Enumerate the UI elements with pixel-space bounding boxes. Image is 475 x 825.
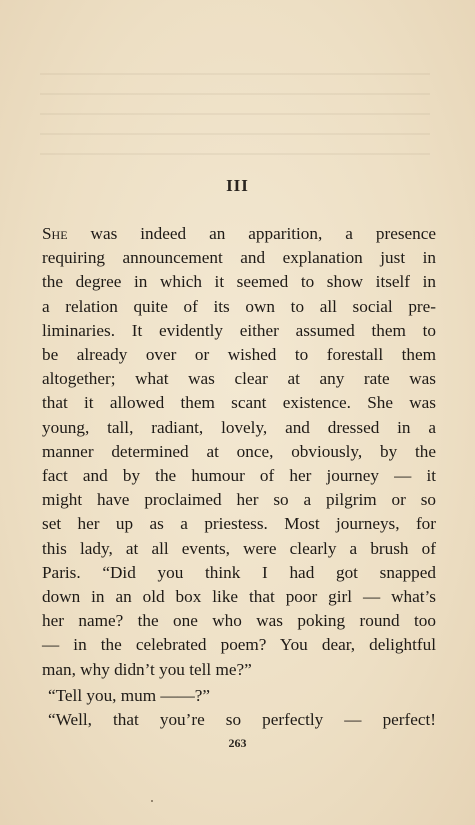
text-line: She was indeed an apparition, a presence <box>42 224 436 243</box>
show-through-text <box>40 55 430 155</box>
text-line: her name? the one who was poking round too <box>42 611 436 631</box>
text-line: down in an old box like that poor girl — what’s <box>42 587 436 607</box>
paragraph-1 <box>42 222 436 682</box>
text-line: set her up as a priestess. Most journeys, for <box>42 514 436 534</box>
paragraph-3 <box>42 708 436 732</box>
paper-speck <box>151 800 153 802</box>
text-line: — in the celebrated poem? You dear, delightful <box>42 635 436 655</box>
text-line: “Well, that you’re so perfectly — perfect! <box>48 710 436 729</box>
text-line: be already over or wished to forestall them <box>42 345 436 365</box>
chapter-heading: III <box>226 176 249 195</box>
paragraph-2 <box>42 684 436 708</box>
text-line: Paris. “Did you think I had got snapped <box>42 562 436 582</box>
text-line: fact and by the humour of her journey — it <box>42 466 436 486</box>
text-line: man, why didn’t you tell me?” <box>42 659 252 679</box>
text-line: this lady, at all events, were clearly a brush of <box>42 538 436 558</box>
text-line: young, tall, radiant, lovely, and dressed in a <box>42 417 436 437</box>
page-number: 263 <box>228 736 247 750</box>
dropcap-word: She <box>42 224 68 243</box>
text-line: a relation quite of its own to all social pre- <box>42 296 436 316</box>
text-line: that it allowed them scant existence. She was <box>42 393 436 413</box>
text-line: might have proclaimed her so a pilgrim or so <box>42 490 436 510</box>
text-line: manner determined at once, obviously, by the <box>42 441 436 461</box>
text-line: “Tell you, mum ——?” <box>48 686 211 705</box>
text-line: altogether; what was clear at any rate was <box>42 369 436 389</box>
text-line: liminaries. It evidently either assumed them to <box>42 320 436 340</box>
text-line: the degree in which it seemed to show itself in <box>42 272 436 292</box>
text-line: requiring announcement and explanation just in <box>42 248 436 268</box>
